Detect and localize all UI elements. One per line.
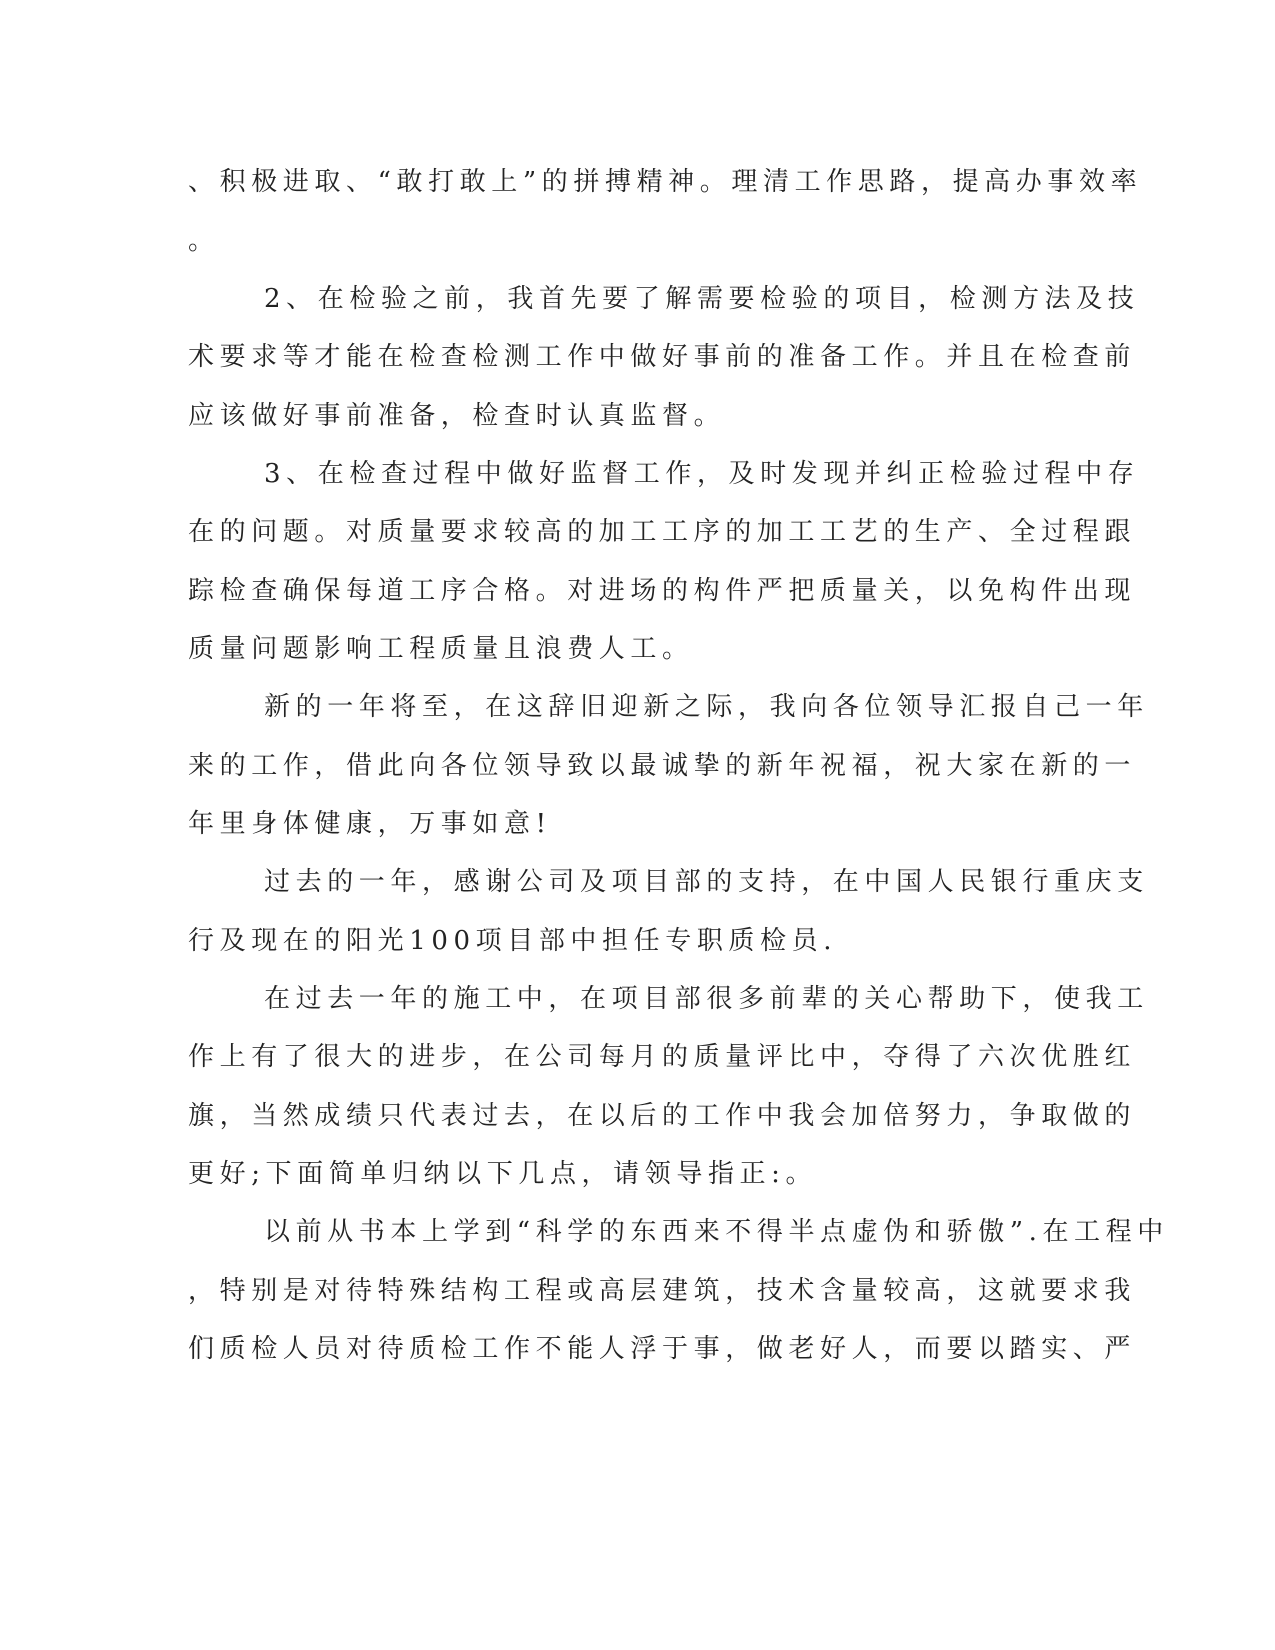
paragraph-first-line: 以前从书本上学到“科学的东西来不得半点虚伪和骄傲”.在工程中 [264,1217,1169,1247]
text-line: 行及现在的阳光100项目部中担任专职质检员. [188,926,838,956]
paragraph-first-line: 过去的一年，感谢公司及项目部的支持，在中国人民银行重庆支 [264,867,1149,897]
paragraph-first-line: 在过去一年的施工中，在项目部很多前辈的关心帮助下，使我工 [264,984,1149,1014]
text-line: 作上有了很大的进步，在公司每月的质量评比中，夺得了六次优胜红 [188,1042,1137,1072]
paragraph-first-line: 2、在检验之前，我首先要了解需要检验的项目，检测方法及技 [264,284,1140,314]
text-line: 踪检查确保每道工序合格。对进场的构件严把质量关，以免构件出现 [188,576,1137,606]
text-line: 、积极进取、“敢打敢上”的拼搏精神。理清工作思路，提高办事效率 [188,167,1143,197]
text-line: 在的问题。对质量要求较高的加工工序的加工工艺的生产、全过程跟 [188,517,1137,547]
text-line: 来的工作，借此向各位领导致以最诚挚的新年祝福，祝大家在新的一 [188,751,1137,781]
text-line: 质量问题影响工程质量且浪费人工。 [188,634,694,664]
text-line: ，特别是对待特殊结构工程或高层建筑，技术含量较高，这就要求我 [188,1276,1137,1306]
text-line: 旗，当然成绩只代表过去，在以后的工作中我会加倍努力，争取做的 [188,1101,1137,1131]
text-line: 们质检人员对待质检工作不能人浮于事，做老好人，而要以踏实、严 [188,1334,1137,1364]
text-line: 更好;下面简单归纳以下几点，请领导指正:。 [188,1159,818,1189]
paragraph-first-line: 新的一年将至，在这辞旧迎新之际，我向各位领导汇报自己一年 [264,692,1149,722]
paragraph-first-line: 3、在检查过程中做好监督工作，及时发现并纠正检验过程中存 [264,459,1140,489]
text-line: 。 [188,226,220,256]
text-line: 年里身体健康，万事如意! [188,809,552,839]
text-line: 应该做好事前准备，检查时认真监督。 [188,401,726,431]
text-line: 术要求等才能在检查检测工作中做好事前的准备工作。并且在检查前 [188,342,1137,372]
